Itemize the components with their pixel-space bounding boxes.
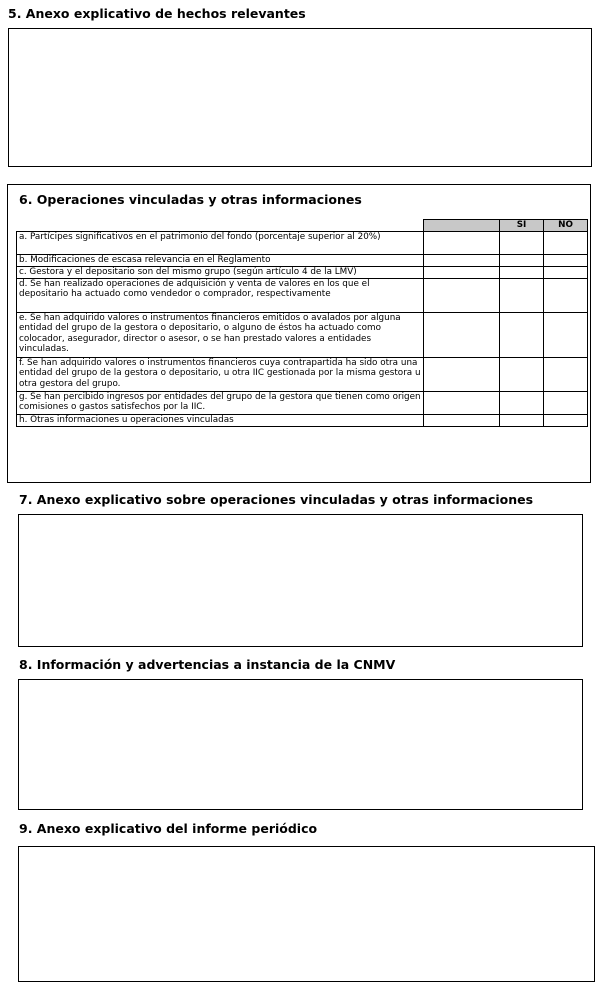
- table-row: [17, 255, 588, 267]
- row-b-si-cell[interactable]: [500, 255, 544, 267]
- table-row: [17, 358, 588, 392]
- header-blank-cell: [17, 220, 424, 232]
- row-e-si-cell[interactable]: [500, 313, 544, 358]
- table-row: [17, 313, 588, 358]
- section-7-title: 7. Anexo explicativo sobre operaciones vinculadas y otras informaciones: [19, 492, 534, 507]
- row-g-value-cell[interactable]: [424, 392, 500, 415]
- row-f-value-cell[interactable]: [424, 358, 500, 392]
- row-c-si-cell[interactable]: [500, 267, 544, 279]
- section-6-panel: [7, 184, 591, 483]
- row-a-no-cell[interactable]: [544, 232, 588, 255]
- row-e-value-cell[interactable]: [424, 313, 500, 358]
- row-c-no-cell[interactable]: [544, 267, 588, 279]
- row-a-si-cell[interactable]: [500, 232, 544, 255]
- table-row: [17, 232, 588, 255]
- header-no: NO: [544, 220, 588, 232]
- row-e-label: e. Se han adquirido valores o instrumentos financieros emitidos o avalados por alguna entidad del grupo de la gestora o depositario, o alguno de éstos ha actuado como colocador, asegurador, director o asesor, o se han prestado valores a entidades vinculadas.: [17, 313, 424, 358]
- row-a-value-cell[interactable]: [424, 232, 500, 255]
- section-5-textbox[interactable]: [8, 28, 592, 167]
- section-7-textbox[interactable]: [18, 514, 583, 647]
- section-9-textbox[interactable]: [18, 846, 595, 982]
- row-d-value-cell[interactable]: [424, 279, 500, 313]
- row-g-si-cell[interactable]: [500, 392, 544, 415]
- operations-table: [16, 219, 588, 427]
- row-d-si-cell[interactable]: [500, 279, 544, 313]
- row-f-si-cell[interactable]: [500, 358, 544, 392]
- section-9-title: 9. Anexo explicativo del informe periódico: [19, 821, 318, 836]
- row-d-no-cell[interactable]: [544, 279, 588, 313]
- table-header-row: [17, 220, 588, 232]
- header-empty-cell: [424, 220, 500, 232]
- row-g-no-cell[interactable]: [544, 392, 588, 415]
- table-row: [17, 392, 588, 415]
- row-a-label: a. Partícipes significativos en el patrimonio del fondo (porcentaje superior al 20%): [17, 232, 424, 255]
- table-row: [17, 267, 588, 279]
- row-c-value-cell[interactable]: [424, 267, 500, 279]
- section-8-title: 8. Información y advertencias a instancia de la CNMV: [19, 657, 396, 672]
- row-b-value-cell[interactable]: [424, 255, 500, 267]
- row-b-no-cell[interactable]: [544, 255, 588, 267]
- section-8-textbox[interactable]: [18, 679, 583, 810]
- row-h-si-cell[interactable]: [500, 415, 544, 427]
- section-5-title: 5. Anexo explicativo de hechos relevantes: [8, 6, 306, 21]
- row-c-label: c. Gestora y el depositario son del mismo grupo (según artículo 4 de la LMV): [17, 267, 424, 279]
- row-g-label: g. Se han percibido ingresos por entidades del grupo de la gestora que tienen como origen comisiones o gastos satisfechos por la IIC.: [17, 392, 424, 415]
- row-f-label: f. Se han adquirido valores o instrumentos financieros cuya contrapartida ha sido otra una entidad del grupo de la gestora o depositario, u otra IIC gestionada por la misma gestora u otra gestora del grupo.: [17, 358, 424, 392]
- row-e-no-cell[interactable]: [544, 313, 588, 358]
- table-row: [17, 279, 588, 313]
- row-b-label: b. Modificaciones de escasa relevancia en el Reglamento: [17, 255, 424, 267]
- section-6-title: 6. Operaciones vinculadas y otras informaciones: [19, 192, 362, 207]
- row-h-value-cell[interactable]: [424, 415, 500, 427]
- row-h-label: h. Otras informaciones u operaciones vinculadas: [17, 415, 424, 427]
- row-d-label: d. Se han realizado operaciones de adquisición y venta de valores en los que el depositario ha actuado como vendedor o comprador, respectivamente: [17, 279, 424, 313]
- row-h-no-cell[interactable]: [544, 415, 588, 427]
- table-row: [17, 415, 588, 427]
- row-f-no-cell[interactable]: [544, 358, 588, 392]
- header-si: SI: [500, 220, 544, 232]
